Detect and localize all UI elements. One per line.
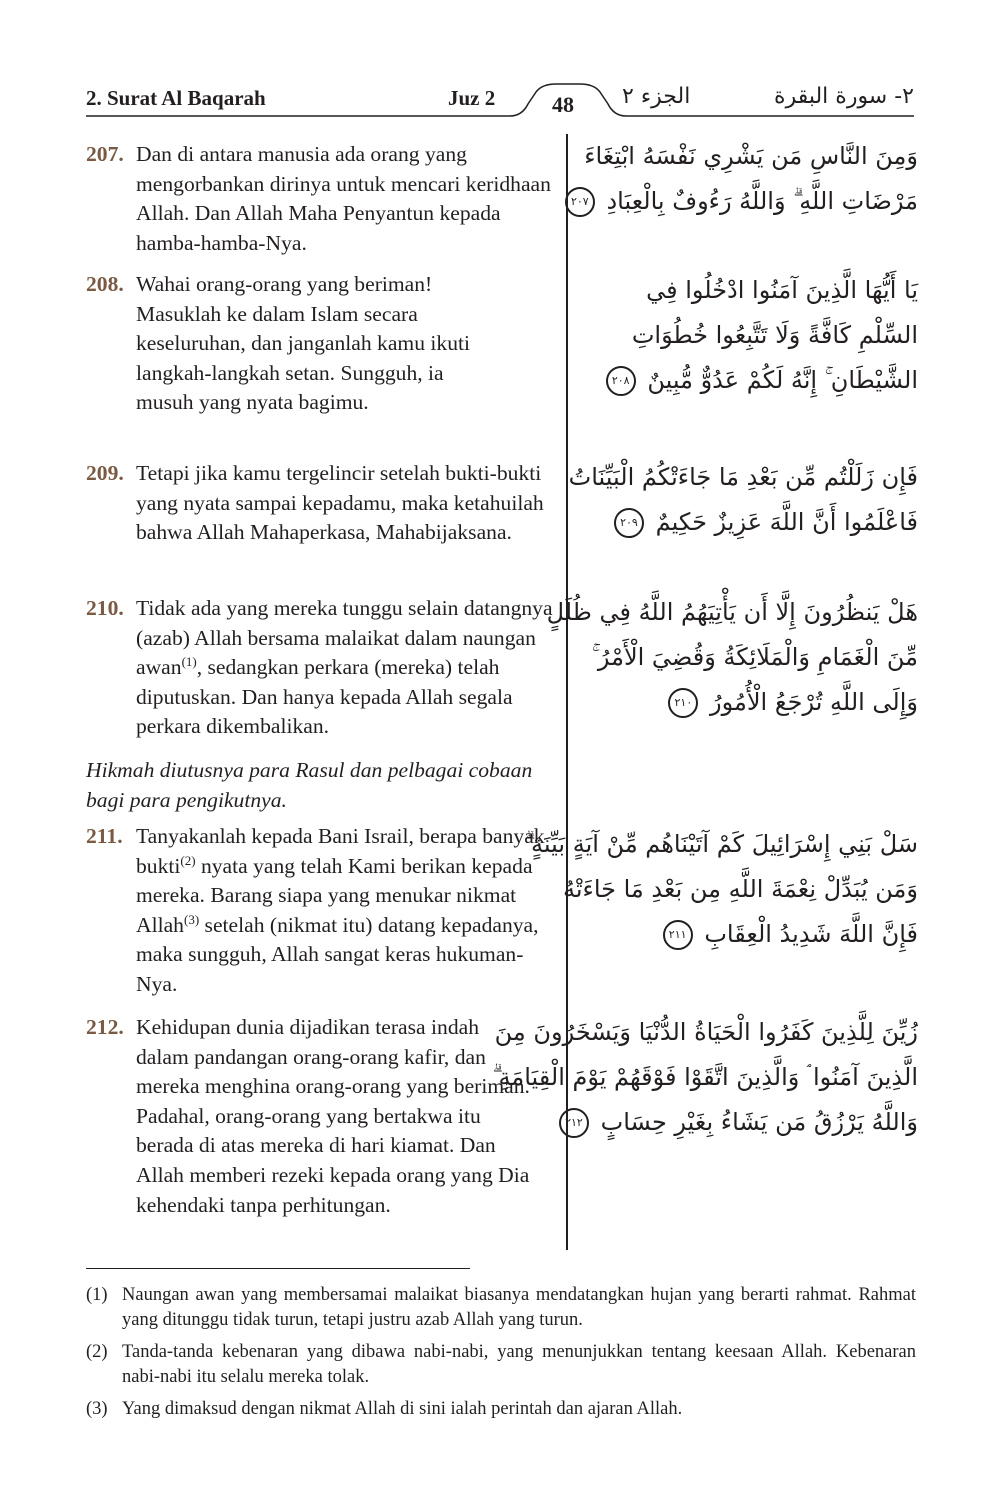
footnote-text: Yang dimaksud dengan nikmat Allah di sini ialah perintah dan ajaran Allah. — [122, 1399, 683, 1419]
arabic-line: وَمَن يُبَدِّلْ نِعْمَةَ اللَّهِ مِن بَعْدِ مَا جَاءَتْهُ — [563, 875, 918, 903]
footnote-rule — [86, 1268, 470, 1269]
arabic-line: هَلْ يَنظُرُونَ إِلَّا أَن يَأْتِيَهُمُ اللَّهُ فِي ظُلَلٍ — [546, 598, 918, 626]
verse-end-marker: ٢١١ — [663, 920, 693, 950]
page-number: 48 — [552, 92, 574, 117]
arabic-line: مِّنَ الْغَمَامِ وَالْمَلَائِكَةُ وَقُضِيَ الْأَمْرُ ۚ — [591, 643, 918, 671]
verse-end-marker: ٢١٠ — [668, 688, 698, 718]
verse-number: 208. — [86, 272, 124, 296]
footnote-ref-1[interactable]: (1) — [181, 654, 197, 670]
verse-number: 209. — [86, 461, 124, 485]
verse-212 — [86, 1013, 536, 1220]
verse-209 — [86, 459, 561, 548]
verse-208 — [86, 270, 506, 418]
arabic-line: يَا أَيُّهَا الَّذِينَ آمَنُوا ادْخُلُوا فِي — [646, 276, 918, 304]
arabic-verse-208 — [584, 268, 918, 403]
footnote-3 — [86, 1397, 916, 1422]
footnote-ref-3[interactable]: (3) — [183, 911, 200, 927]
section-subheading: Hikmah diutusnya para Rasul dan pelbagai cobaan bagi para pengikutnya. — [86, 758, 533, 812]
footnote-number: (3) — [86, 1399, 108, 1419]
arabic-verse-211 — [525, 822, 918, 957]
header-juz-arabic: الجزء ٢ — [622, 84, 691, 109]
verse-translation: Kehidupan dunia dijadikan terasa indah dalam pandangan orang-orang kafir, dan mereka menghina orang-orang yang beriman. Padahal, orang-orang yang bertakwa itu berada di atas mereka di hari kiamat. Dan Allah memberi rezeki kepada orang yang Dia kehendaki tanpa perhitungan. — [136, 1015, 530, 1217]
verse-end-marker: ٢١٢ — [559, 1108, 589, 1138]
arabic-line: زُيِّنَ لِلَّذِينَ كَفَرُوا الْحَيَاةُ الدُّنْيَا وَيَسْخَرُونَ مِنَ — [494, 1018, 918, 1046]
arabic-line: وَاللَّهُ يَرْزُقُ مَن يَشَاءُ بِغَيْرِ حِسَابٍ ٢١٢ — [584, 1100, 918, 1145]
header-surah-arabic: ٢- سورة البقرة — [774, 84, 914, 109]
arabic-verse-210 — [546, 590, 918, 725]
verse-210 — [86, 594, 561, 742]
verse-number: 211. — [86, 824, 123, 848]
arabic-line: الَّذِينَ آمَنُوا ۘ وَالَّذِينَ اتَّقَوْا فَوْقَهُمْ يَوْمَ الْقِيَامَةِ ۗ — [492, 1063, 918, 1091]
footnote-text: Naungan awan yang membersamai malaikat biasanya mendatangkan hujan yang berarti rahmat. Rahmat yang ditunggu tidak turun, tetapi justru azab Allah yang turun. — [122, 1285, 916, 1330]
verse-end-marker: ٢٠٧ — [565, 187, 595, 217]
arabic-line: مَرْضَاتِ اللَّهِ ۗ وَاللَّهُ رَءُوفٌ بِالْعِبَادِ ٢٠٧ — [584, 179, 918, 224]
footnote-2 — [86, 1340, 916, 1389]
footnote-number: (2) — [86, 1342, 108, 1362]
verse-207 — [86, 140, 561, 258]
verse-translation: Tetapi jika kamu tergelincir setelah bukti-bukti yang nyata sampai kepadamu, maka ketahuilah bahwa Allah Mahaperkasa, Mahabijaksana. — [136, 461, 544, 545]
arabic-line: وَمِنَ النَّاسِ مَن يَشْرِي نَفْسَهُ ابْتِغَاءَ — [584, 142, 918, 170]
arabic-line: الشَّيْطَانِ ۚ إِنَّهُ لَكُمْ عَدُوٌّ مُّبِينٌ ٢٠٨ — [584, 358, 918, 403]
arabic-line: سَلْ بَنِي إِسْرَائِيلَ كَمْ آتَيْنَاهُم مِّنْ آيَةٍ بَيِّنَةٍ ۗ — [525, 830, 918, 858]
verse-211 — [86, 822, 561, 1000]
verse-translation: Wahai orang-orang yang beriman! Masuklah ke dalam Islam secara keseluruhan, dan janganlah kamu ikuti langkah-langkah setan. Sungguh, ia musuh yang nyata bagimu. — [136, 272, 471, 415]
verse-translation: Tanyakanlah kepada Bani Israil, berapa banyak bukti$^{(2)}$ nyata yang telah Kami berikan kepada mereka. Barang siapa yang menukar nikmat Allah$^{(3)}$ setelah (nikmat itu) datang kepadanya, maka sungguh, Allah sangat keras hukuman-Nya. — [136, 824, 545, 996]
footnote-text: Tanda-tanda kebenaran yang dibawa nabi-nabi, yang menunjukkan tentang keesaan Allah. Kebenaran nabi-nabi itu selalu mereka tolak. — [122, 1342, 916, 1387]
arabic-line: فَاعْلَمُوا أَنَّ اللَّهَ عَزِيزٌ حَكِيمٌ ٢٠٩ — [584, 500, 918, 545]
arabic-line: فَإِن زَلَلْتُم مِّن بَعْدِ مَا جَاءَتْكُمُ الْبَيِّنَاتُ — [568, 463, 918, 491]
verse-number: 212. — [86, 1015, 124, 1039]
verse-end-marker: ٢٠٨ — [606, 366, 636, 396]
footnote-number: (1) — [86, 1285, 108, 1305]
arabic-verse-207 — [570, 134, 918, 224]
verse-translation: Tidak ada yang mereka tunggu selain datangnya (azab) Allah bersama malaikat dalam naungan awan$^{(1)}$, sedangkan perkara (mereka) telah diputuskan. Dan hanya kepada Allah segala perkara dikembalikan. — [136, 596, 553, 739]
verse-end-marker: ٢٠٩ — [614, 508, 644, 538]
footnote-1 — [86, 1283, 916, 1332]
header-surah-latin: 2. Surat Al Baqarah — [86, 86, 266, 110]
arabic-verse-209 — [568, 455, 918, 545]
verse-number: 207. — [86, 142, 124, 166]
header-juz-latin: Juz 2 — [448, 86, 496, 110]
arabic-line: فَإِنَّ اللَّهَ شَدِيدُ الْعِقَابِ ٢١١ — [584, 912, 918, 957]
arabic-line: السِّلْمِ كَافَّةً وَلَا تَتَّبِعُوا خُطُوَاتِ — [631, 321, 918, 349]
arabic-verse-212 — [492, 1010, 918, 1145]
header-rule — [0, 0, 1000, 140]
arabic-line: وَإِلَى اللَّهِ تُرْجَعُ الْأُمُورُ ٢١٠ — [584, 680, 918, 725]
verse-number: 210. — [86, 596, 124, 620]
footnote-ref-2[interactable]: (2) — [180, 852, 196, 868]
verse-translation: Dan di antara manusia ada orang yang mengorbankan dirinya untuk mencari keridhaan Allah. Dan Allah Maha Penyantun kepada hamba-hamba-Nya. — [136, 142, 551, 255]
